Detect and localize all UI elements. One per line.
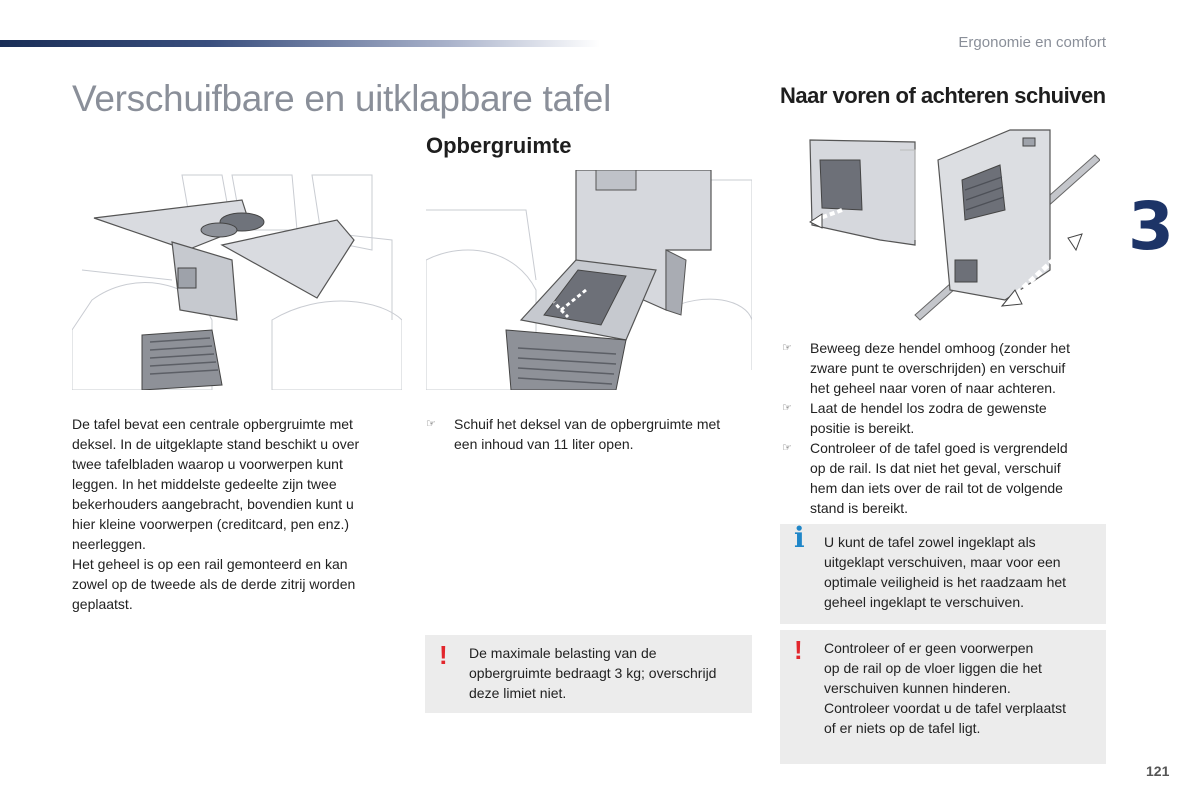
description-line: bekerhouders aangebracht, bovendien kunt u: [72, 496, 354, 512]
warning-line: De maximale belasting van de: [469, 645, 657, 661]
slide-instructions: [782, 338, 1112, 518]
bullet-line: zware punt te overschrijden) en verschuif: [810, 360, 1066, 376]
warning-line: Controleer voordat u de tafel verplaatst: [824, 700, 1067, 716]
bullet-line: het geheel naar voren of naar achteren.: [810, 380, 1056, 396]
chapter-number: 3: [1128, 188, 1174, 265]
page-title: Verschuifbare en uitklapbare tafel: [72, 78, 611, 119]
pointing-hand-icon: ☞: [426, 418, 436, 430]
warning-line: of er niets op de tafel ligt.: [824, 720, 981, 736]
storage-compartment-illustration: [426, 170, 752, 390]
slide-heading: Naar voren of achteren schuiven: [780, 83, 1106, 108]
bullet-line: Beweeg deze hendel omhoog (zonder het: [810, 340, 1070, 356]
warning-icon: !: [439, 640, 448, 670]
slide-lever-illustration: [800, 120, 1100, 335]
list-item: [782, 338, 1112, 398]
bullet-line: een inhoud van 11 liter open.: [454, 436, 634, 452]
fold-out-table-drawing: [72, 170, 402, 390]
pointing-hand-icon: ☞: [782, 342, 792, 354]
info-line: optimale veiligheid is het raadzaam het: [824, 574, 1067, 590]
description-line: hier kleine voorwerpen (creditcard, pen enz.): [72, 516, 350, 532]
fold-out-table-illustration: [72, 170, 402, 390]
storage-heading: Opbergruimte: [426, 133, 572, 158]
storage-warning-box: [425, 635, 752, 713]
info-line: uitgeklapt verschuiven, maar voor een: [824, 554, 1061, 570]
info-line: U kunt de tafel zowel ingeklapt als: [824, 534, 1036, 550]
bullet-line: Laat de hendel los zodra de gewenste: [810, 400, 1047, 416]
section-label: Ergonomie en comfort: [958, 34, 1106, 51]
description-line: neerleggen.: [72, 536, 146, 552]
slide-warning-box: [780, 630, 1106, 764]
slide-lever-drawing: [800, 120, 1100, 335]
info-icon: i: [794, 521, 805, 554]
description-line: zowel op de tweede als de derde zitrij worden: [72, 576, 356, 592]
info-text: [824, 532, 1098, 612]
list-item: [426, 414, 752, 454]
warning-line: Controleer of er geen voorwerpen: [824, 640, 1034, 656]
warning-line: op de rail op de vloer liggen die het: [824, 660, 1042, 676]
table-description: [72, 414, 402, 614]
description-line: Het geheel is op een rail gemonteerd en kan: [72, 556, 348, 572]
description-line: De tafel bevat een centrale opbergruimte met: [72, 416, 353, 432]
bullet-line: op de rail. Is dat niet het geval, verschuif: [810, 460, 1061, 476]
bullet-line: Controleer of de tafel goed is vergrendeld: [810, 440, 1068, 456]
pointing-hand-icon: ☞: [782, 402, 792, 414]
description-line: deksel. In de uitgeklapte stand beschikt u over: [72, 436, 360, 452]
info-line: geheel ingeklapt te verschuiven.: [824, 594, 1025, 610]
bullet-line: hem dan iets over de rail tot de volgende: [810, 480, 1063, 496]
page-number: 121: [1146, 763, 1170, 779]
warning-icon: !: [794, 635, 803, 665]
pointing-hand-icon: ☞: [782, 442, 792, 454]
warning-text: [469, 643, 744, 703]
description-line: twee tafelbladen waarop u voorwerpen kunt: [72, 456, 343, 472]
storage-compartment-drawing: [426, 170, 752, 390]
list-item: [782, 398, 1112, 438]
warning-line: deze limiet niet.: [469, 685, 567, 701]
bullet-line: positie is bereikt.: [810, 420, 915, 436]
bullet-line: stand is bereikt.: [810, 500, 909, 516]
description-line: leggen. In het middelste gedeelte zijn twee: [72, 476, 337, 492]
warning-text: [824, 638, 1098, 738]
description-line: geplaatst.: [72, 596, 133, 612]
bullet-line: Schuif het deksel van de opbergruimte met: [454, 416, 721, 432]
header-gradient-bar: [0, 40, 600, 47]
list-item: [782, 438, 1112, 518]
warning-line: opbergruimte bedraagt 3 kg; overschrijd: [469, 665, 717, 681]
storage-instructions: [426, 414, 752, 454]
warning-line: verschuiven kunnen hinderen.: [824, 680, 1011, 696]
info-box: [780, 521, 1106, 624]
